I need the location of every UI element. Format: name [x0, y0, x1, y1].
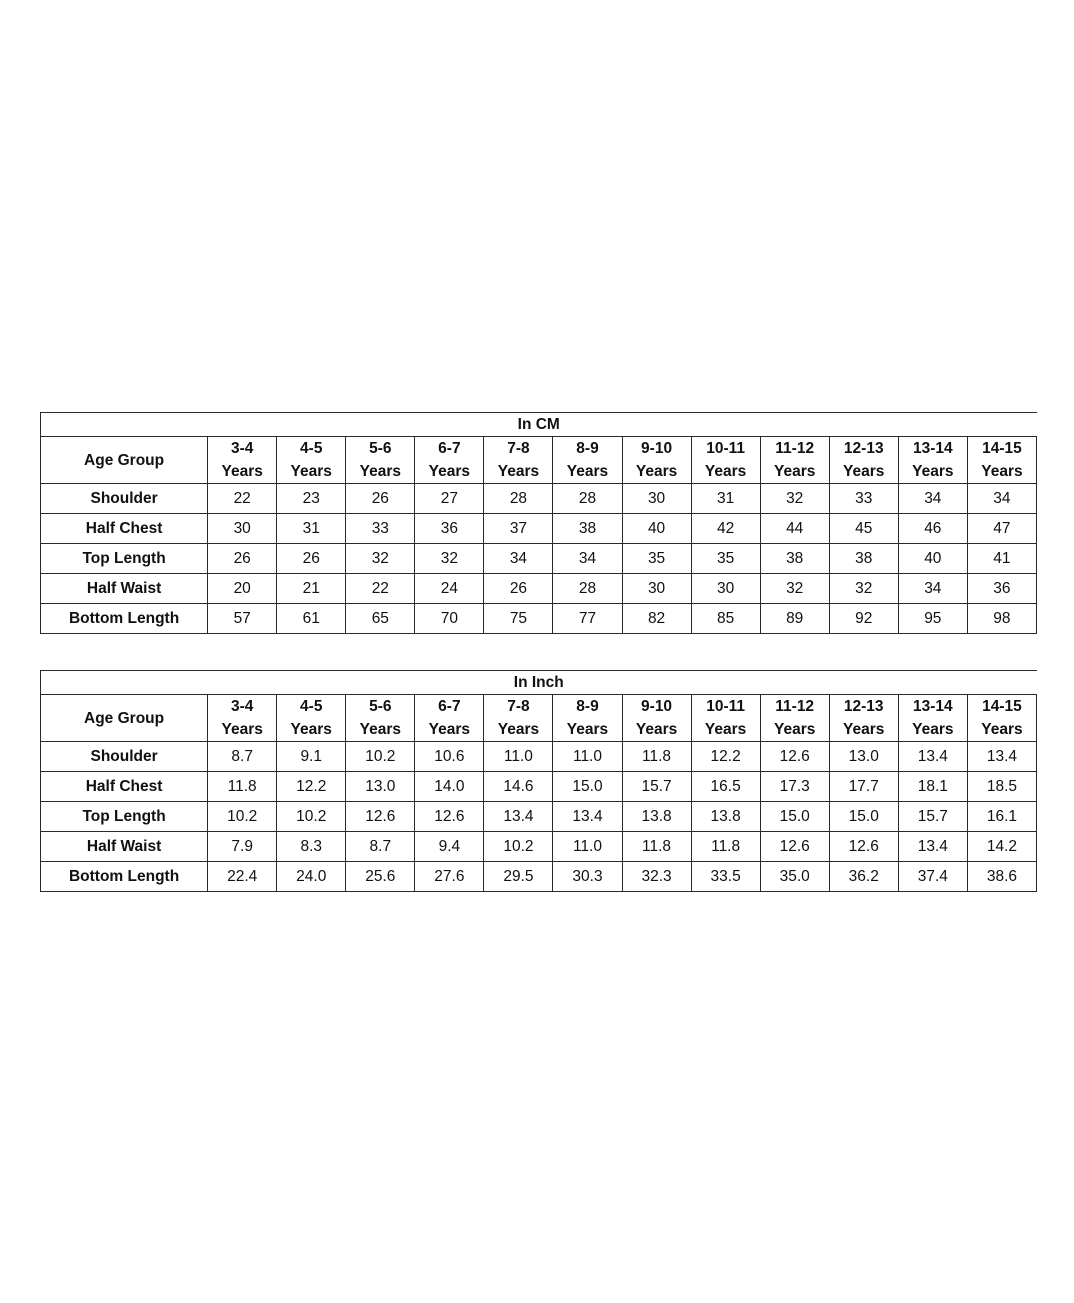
measurement-value: 26	[277, 544, 346, 574]
age-column-header	[277, 437, 346, 484]
age-column-header	[760, 695, 829, 742]
age-unit: Years	[704, 463, 747, 480]
measurement-value: 61	[277, 604, 346, 634]
age-range: 3-4	[230, 440, 254, 457]
measurement-value: 36	[415, 514, 484, 544]
measurement-value: 92	[829, 604, 898, 634]
measurement-value: 77	[553, 604, 622, 634]
age-range: 9-10	[641, 440, 673, 457]
measurement-value: 95	[898, 604, 967, 634]
measurement-value: 26	[208, 544, 277, 574]
measurement-value: 32	[829, 574, 898, 604]
age-unit: Years	[359, 463, 401, 480]
measurement-value: 41	[967, 544, 1036, 574]
age-column-header	[691, 437, 760, 484]
table-row	[41, 802, 1037, 832]
measurement-value: 26	[484, 574, 553, 604]
size-chart-table-cm	[40, 412, 1037, 634]
age-unit: Years	[704, 721, 747, 738]
age-range: 13-14	[912, 698, 953, 715]
age-unit: Years	[773, 721, 816, 738]
age-range: 7-8	[507, 440, 530, 457]
age-range: 8-9	[576, 698, 599, 715]
age-range: 8-9	[576, 440, 599, 457]
measurement-value: 13.8	[622, 802, 691, 832]
age-column-header	[415, 695, 484, 742]
age-range: 13-14	[912, 440, 953, 457]
measurement-value: 38	[760, 544, 829, 574]
measurement-value: 13.4	[484, 802, 553, 832]
age-column-header	[415, 437, 484, 484]
table-caption: In CM	[41, 413, 1037, 437]
measurement-value: 46	[898, 514, 967, 544]
age-unit: Years	[221, 463, 263, 480]
age-range: 11-12	[775, 698, 815, 715]
age-range: 12-13	[843, 440, 884, 457]
header-row	[41, 695, 1037, 742]
measurement-value: 40	[898, 544, 967, 574]
measurement-value: 38.6	[967, 862, 1036, 892]
age-range: 11-12	[775, 440, 815, 457]
measurement-label: Shoulder	[41, 484, 208, 514]
measurement-value: 35	[691, 544, 760, 574]
age-unit: Years	[290, 463, 332, 480]
measurement-value: 38	[553, 514, 622, 544]
measurement-value: 13.4	[553, 802, 622, 832]
table-row	[41, 832, 1037, 862]
measurement-value: 85	[691, 604, 760, 634]
measurement-value: 15.0	[829, 802, 898, 832]
measurement-value: 24.0	[277, 862, 346, 892]
measurement-value: 37	[484, 514, 553, 544]
age-column-header	[208, 695, 277, 742]
age-unit: Years	[773, 463, 816, 480]
age-column-header	[760, 437, 829, 484]
measurement-value: 28	[484, 484, 553, 514]
measurement-value: 26	[346, 484, 415, 514]
age-range: 7-8	[507, 698, 530, 715]
measurement-value: 13.8	[691, 802, 760, 832]
age-unit: Years	[290, 721, 332, 738]
age-column-header	[898, 695, 967, 742]
measurement-value: 17.7	[829, 772, 898, 802]
measurement-value: 30.3	[553, 862, 622, 892]
age-column-header	[622, 695, 691, 742]
measurement-value: 31	[277, 514, 346, 544]
measurement-value: 40	[622, 514, 691, 544]
measurement-value: 15.0	[760, 802, 829, 832]
age-range: 5-6	[369, 698, 392, 715]
measurement-value: 14.2	[967, 832, 1036, 862]
measurement-value: 15.7	[622, 772, 691, 802]
table-row	[41, 604, 1037, 634]
measurement-value: 15.7	[898, 802, 967, 832]
measurement-value: 11.8	[208, 772, 277, 802]
measurement-value: 36	[967, 574, 1036, 604]
measurement-value: 38	[829, 544, 898, 574]
measurement-value: 23	[277, 484, 346, 514]
measurement-value: 34	[484, 544, 553, 574]
measurement-value: 13.0	[346, 772, 415, 802]
age-column-header	[829, 695, 898, 742]
age-unit: Years	[428, 721, 471, 738]
table-caption: In Inch	[41, 671, 1037, 695]
measurement-value: 10.2	[277, 802, 346, 832]
table-row	[41, 742, 1037, 772]
measurement-value: 30	[622, 484, 691, 514]
measurement-value: 12.6	[346, 802, 415, 832]
measurement-value: 22	[208, 484, 277, 514]
measurement-value: 37.4	[898, 862, 967, 892]
measurement-label: Top Length	[41, 802, 208, 832]
measurement-value: 12.2	[691, 742, 760, 772]
measurement-value: 28	[553, 574, 622, 604]
age-range: 6-7	[438, 698, 461, 715]
measurement-value: 12.6	[760, 832, 829, 862]
measurement-value: 11.0	[553, 832, 622, 862]
measurement-value: 13.4	[898, 742, 967, 772]
measurement-value: 33.5	[691, 862, 760, 892]
measurement-value: 10.2	[484, 832, 553, 862]
measurement-value: 30	[208, 514, 277, 544]
measurement-value: 13.0	[829, 742, 898, 772]
age-column-header	[622, 437, 691, 484]
age-unit: Years	[981, 721, 1023, 738]
measurement-value: 32	[346, 544, 415, 574]
age-unit: Years	[359, 721, 401, 738]
age-column-header	[967, 437, 1036, 484]
measurement-label: Bottom Length	[41, 604, 208, 634]
age-range: 4-5	[300, 440, 323, 457]
age-range: 10-11	[706, 440, 746, 457]
age-unit: Years	[635, 463, 678, 480]
measurement-value: 27	[415, 484, 484, 514]
measurement-value: 13.4	[898, 832, 967, 862]
measurement-value: 44	[760, 514, 829, 544]
measurement-value: 11.8	[691, 832, 760, 862]
measurement-value: 27.6	[415, 862, 484, 892]
age-unit: Years	[981, 463, 1023, 480]
age-range: 12-13	[843, 698, 884, 715]
measurement-value: 25.6	[346, 862, 415, 892]
age-column-header	[346, 437, 415, 484]
measurement-label: Bottom Length	[41, 862, 208, 892]
measurement-value: 75	[484, 604, 553, 634]
age-unit: Years	[221, 721, 263, 738]
measurement-label: Half Chest	[41, 514, 208, 544]
age-unit: Years	[635, 721, 678, 738]
measurement-label: Half Waist	[41, 574, 208, 604]
measurement-value: 35.0	[760, 862, 829, 892]
measurement-value: 16.1	[967, 802, 1036, 832]
measurement-value: 10.2	[208, 802, 277, 832]
age-column-header	[208, 437, 277, 484]
caption-row	[41, 413, 1037, 437]
measurement-value: 12.6	[829, 832, 898, 862]
age-column-header	[898, 437, 967, 484]
measurement-value: 47	[967, 514, 1036, 544]
measurement-value: 45	[829, 514, 898, 544]
measurement-value: 34	[898, 574, 967, 604]
measurement-value: 34	[553, 544, 622, 574]
measurement-value: 31	[691, 484, 760, 514]
measurement-value: 32	[760, 574, 829, 604]
measurement-value: 32	[760, 484, 829, 514]
measurement-value: 57	[208, 604, 277, 634]
measurement-value: 33	[346, 514, 415, 544]
caption-row	[41, 671, 1037, 695]
age-unit: Years	[497, 463, 540, 480]
measurement-value: 33	[829, 484, 898, 514]
measurement-value: 35	[622, 544, 691, 574]
age-column-header	[484, 695, 553, 742]
measurement-value: 32.3	[622, 862, 691, 892]
age-unit: Years	[843, 463, 885, 480]
measurement-value: 17.3	[760, 772, 829, 802]
measurement-value: 8.7	[208, 742, 277, 772]
header-row	[41, 437, 1037, 484]
age-range: 6-7	[438, 440, 461, 457]
age-range: 3-4	[230, 698, 254, 715]
age-column-header	[346, 695, 415, 742]
measurement-value: 21	[277, 574, 346, 604]
measurement-value: 18.5	[967, 772, 1036, 802]
age-unit: Years	[428, 463, 471, 480]
table-row	[41, 574, 1037, 604]
measurement-label: Top Length	[41, 544, 208, 574]
age-unit: Years	[912, 721, 954, 738]
age-range: 14-15	[982, 698, 1022, 715]
measurement-value: 28	[553, 484, 622, 514]
age-unit: Years	[566, 721, 609, 738]
measurement-value: 24	[415, 574, 484, 604]
measurement-value: 8.3	[277, 832, 346, 862]
measurement-value: 9.4	[415, 832, 484, 862]
measurement-value: 36.2	[829, 862, 898, 892]
table-row	[41, 544, 1037, 574]
measurement-value: 11.0	[553, 742, 622, 772]
measurement-value: 34	[967, 484, 1036, 514]
age-column-header	[484, 437, 553, 484]
age-unit: Years	[497, 721, 540, 738]
age-column-header	[277, 695, 346, 742]
table-row	[41, 514, 1037, 544]
age-range: 14-15	[982, 440, 1022, 457]
measurement-value: 98	[967, 604, 1036, 634]
measurement-value: 10.2	[346, 742, 415, 772]
measurement-value: 7.9	[208, 832, 277, 862]
age-column-header	[553, 695, 622, 742]
age-range: 10-11	[706, 698, 745, 715]
measurement-value: 70	[415, 604, 484, 634]
measurement-value: 12.6	[760, 742, 829, 772]
age-column-header	[829, 437, 898, 484]
measurement-value: 18.1	[898, 772, 967, 802]
measurement-value: 11.8	[622, 832, 691, 862]
measurement-value: 16.5	[691, 772, 760, 802]
measurement-value: 11.0	[484, 742, 553, 772]
measurement-value: 10.6	[415, 742, 484, 772]
age-range: 9-10	[641, 698, 673, 715]
measurement-value: 11.8	[622, 742, 691, 772]
age-range: 5-6	[369, 440, 392, 457]
measurement-value: 22.4	[208, 862, 277, 892]
measurement-value: 42	[691, 514, 760, 544]
measurement-value: 9.1	[277, 742, 346, 772]
measurement-label: Half Chest	[41, 772, 208, 802]
measurement-value: 34	[898, 484, 967, 514]
measurement-value: 30	[691, 574, 760, 604]
age-column-header	[553, 437, 622, 484]
measurement-label: Shoulder	[41, 742, 208, 772]
age-unit: Years	[566, 463, 609, 480]
age-column-header	[967, 695, 1036, 742]
measurement-label: Half Waist	[41, 832, 208, 862]
age-range: 4-5	[300, 698, 323, 715]
age-group-header: Age Group	[41, 695, 208, 742]
measurement-value: 65	[346, 604, 415, 634]
measurement-value: 15.0	[553, 772, 622, 802]
table-row	[41, 772, 1037, 802]
measurement-value: 8.7	[346, 832, 415, 862]
age-column-header	[691, 695, 760, 742]
measurement-value: 14.6	[484, 772, 553, 802]
age-group-header: Age Group	[41, 437, 208, 484]
measurement-value: 30	[622, 574, 691, 604]
measurement-value: 32	[415, 544, 484, 574]
measurement-value: 82	[622, 604, 691, 634]
measurement-value: 20	[208, 574, 277, 604]
measurement-value: 12.6	[415, 802, 484, 832]
measurement-value: 12.2	[277, 772, 346, 802]
measurement-value: 29.5	[484, 862, 553, 892]
age-unit: Years	[912, 463, 954, 480]
table-row	[41, 862, 1037, 892]
measurement-value: 22	[346, 574, 415, 604]
measurement-value: 13.4	[967, 742, 1036, 772]
age-unit: Years	[843, 721, 885, 738]
measurement-value: 14.0	[415, 772, 484, 802]
measurement-value: 89	[760, 604, 829, 634]
table-row	[41, 484, 1037, 514]
size-chart-table-inch	[40, 670, 1037, 892]
